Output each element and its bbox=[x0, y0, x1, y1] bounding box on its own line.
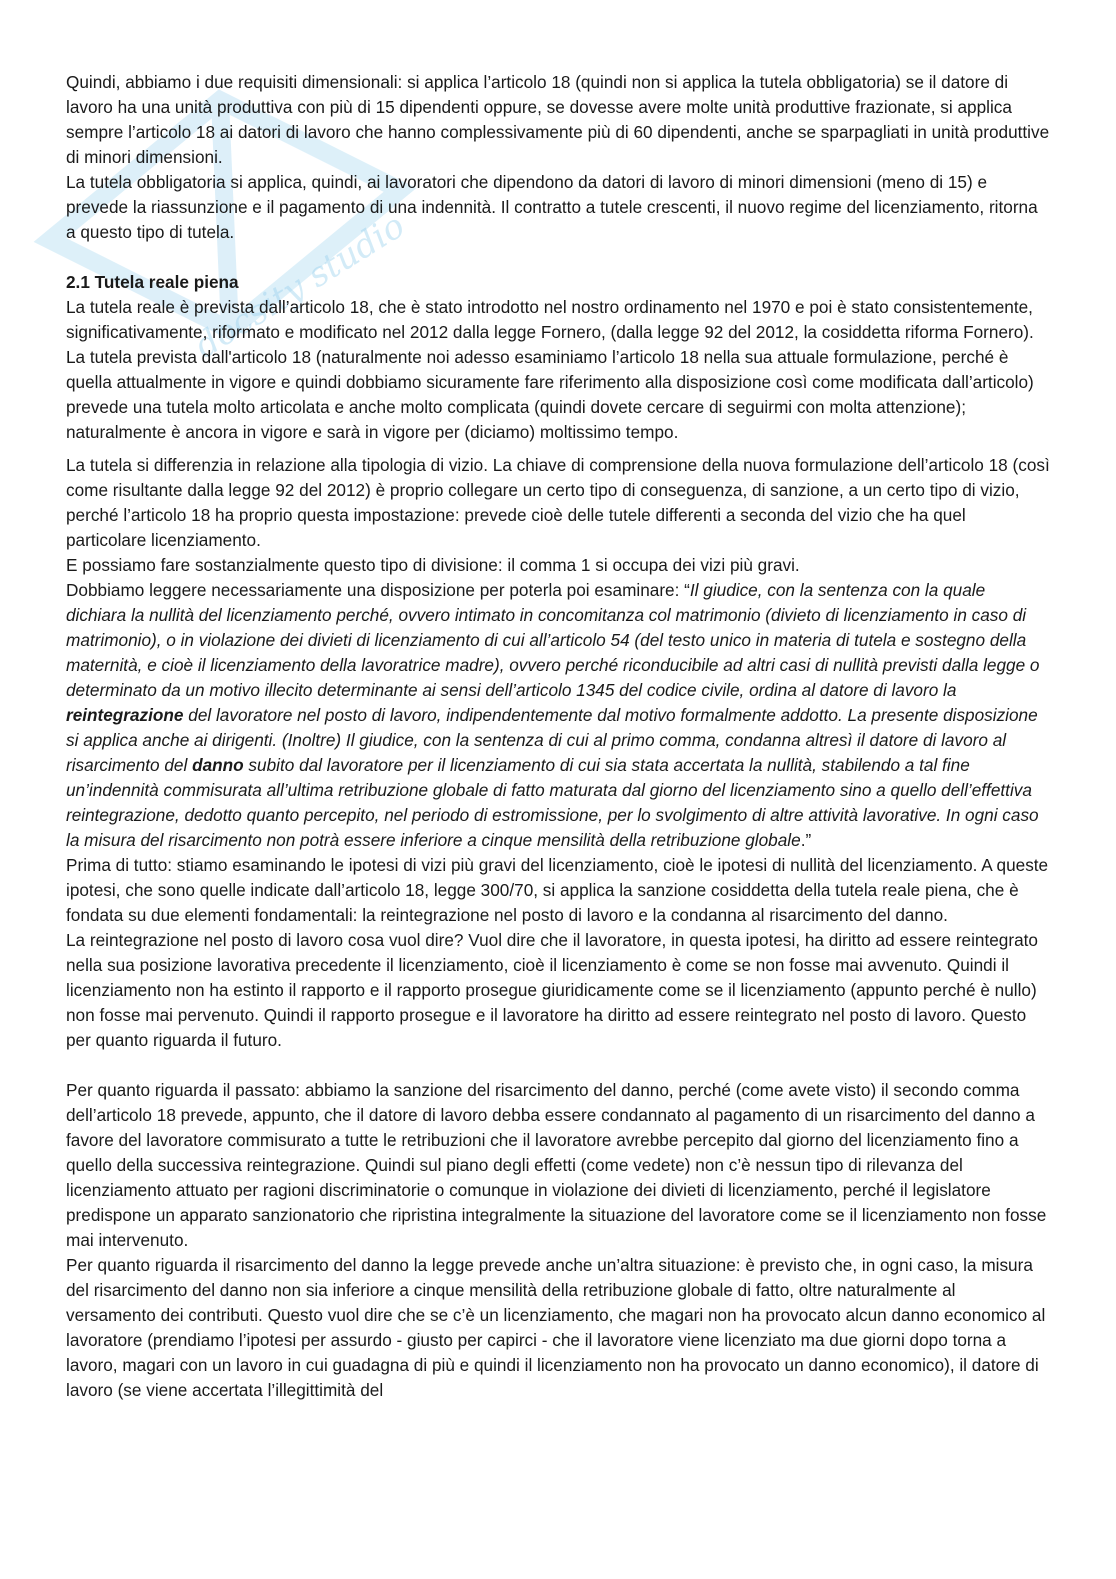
paragraph-vizio-1: La tutela si differenzia in relazione alla tipologia di vizio. La chiave di comprensione della nuova formulazione dell’articolo 18 (così come risultante dalla legge 92 del 2012) è proprio collegare un certo tipo di conseguenza, di sanzione, a un certo tipo di vizio, perché l’articolo 18 ha proprio questa impostazione: prevede cioè delle tutele differenti a seconda del vizio che ha quel particolare licenziamento. bbox=[66, 455, 1050, 550]
quote-text-1: Il giudice, con la sentenza con la quale dichiara la nullità del licenziamento perché, ovvero intimato in concomitanza col matrimonio (divieto di licenziamento in caso di matrimonio), o in violazione dei divieti di licenziamento di cui all’articolo 54 (del testo unico in materia di tutela e sostegno della maternità, e cioè il licenziamento della lavoratrice madre), ovvero perché riconducibile ad altri casi di nullità previsti dalla legge o determinato da un motivo illecito determinante ai sensi dell’articolo 1345 del codice civile, ordina al datore di lavoro la bbox=[66, 580, 1040, 700]
paragraph-passato-1: Per quanto riguarda il passato: abbiamo la sanzione del risarcimento del danno, perché (come avete visto) il secondo comma dell’articolo 18 prevede, appunto, che il datore di lavoro debba essere condannato al pagamento di un risarcimento del danno a favore del lavoratore commisurato a tutte le retribuzioni che il lavoratore avrebbe percepito dal giorno del licenziamento fino a quello della successiva reintegrazione. Quindi sul piano degli effetti (come vedete) non c’è nessun tipo di rilevanza del licenziamento attuato per ragioni discriminatorie o comunque in violazione dei divieti di licenziamento, perché il legislatore predispone un apparato sanzionatorio che ripristina integralmente la situazione del lavoratore come se il licenziamento non fosse mai intervenuto. bbox=[66, 1080, 1047, 1250]
paragraph-passato-2: Per quanto riguarda il risarcimento del danno la legge prevede anche un’altra situazione: è previsto che, in ogni caso, la misura del risarcimento del danno non sia inferiore a cinque mensilità della retribuzione globale di fatto, oltre naturalmente al versamento dei contributi. Questo vuol dire che se c’è un licenziamento, che magari non ha provocato alcun danno economico al lavoratore (prendiamo l’ipotesi per assurdo - giusto per capirci - che il lavoratore viene licenziato ma due giorni dopo torna a lavoro, magari con un lavoro in cui guadagna di più e quindi il licenziamento non ha provocato un danno economico), il datore di lavoro (se viene accertata l’illegittimità del bbox=[66, 1255, 1046, 1400]
quote-bold-reintegrazione: reintegrazione bbox=[66, 705, 184, 725]
paragraph-section-1: La tutela reale è prevista dall’articolo 18, che è stato introdotto nel nostro ordinamento nel 1970 e poi è stato consistentemente, significativamente, riformato e modificato nel 2012 dalla legge Fornero, (dalla legge 92 del 2012, la cosiddetta riforma Fornero). bbox=[66, 297, 1034, 342]
quote-close: .” bbox=[800, 830, 812, 850]
paragraph-section-2: La tutela prevista dall'articolo 18 (naturalmente noi adesso esaminiamo l’articolo 18 nella sua attuale formulazione, perché è quella attualmente in vigore e quindi dobbiamo sicuramente fare riferimento alla disposizione così come modificata dall’articolo) prevede una tutela molto articolata e anche molto complicata (quindi dovete cercare di seguirmi con molta attenzione); naturalmente è ancora in vigore e sarà in vigore per (diciamo) moltissimo tempo. bbox=[66, 347, 1034, 442]
paragraph-after-quote-2: La reintegrazione nel posto di lavoro cosa vuol dire? Vuol dire che il lavoratore, in questa ipotesi, ha diritto ad essere reintegrato nella sua posizione lavorativa precedente il licenziamento, cioè il licenziamento è come se non fosse mai avvenuto. Quindi il licenziamento non ha estinto il rapporto e il rapporto prosegue giuridicamente come se il licenziamento (appunto perché è nullo) non fosse mai pervenuto. Quindi il rapporto prosegue e il lavoratore ha diritto ad essere reintegrato nel posto di lavoro. Questo per quanto riguarda il futuro. bbox=[66, 930, 1038, 1050]
quoted-provision bbox=[66, 578, 1050, 853]
quote-lead: Dobbiamo leggere necessariamente una disposizione per poterla poi esaminare: “ bbox=[66, 580, 690, 600]
paragraph-after-quote-1: Prima di tutto: stiamo esaminando le ipotesi di vizi più gravi del licenziamento, cioè le ipotesi di nullità del licenziamento. A queste ipotesi, che sono quelle indicate dall’articolo 18, legge 300/70, si applica la sanzione cosiddetta della tutela reale piena, che è fondata su due elementi fondamentali: la reintegrazione nel posto di lavoro e la condanna al risarcimento del danno. bbox=[66, 855, 1049, 925]
section-heading: 2.1 Tutela reale piena bbox=[66, 272, 239, 292]
quote-text-3: subito dal lavoratore per il licenziamento di cui sia stata accertata la nullità, stabilendo a tal fine un’indennità commisurata all’ultima retribuzione globale di fatto maturata dal giorno del licenziamento sino a quello dell’effettiva reintegrazione, dedotto quanto percepito, nel periodo di estromissione, per lo svolgimento di altre attività lavorative. In ogni caso la misura del risarcimento non potrà essere inferiore a cinque mensilità della retribuzione globale bbox=[66, 755, 1039, 850]
paragraph-intro-2: La tutela obbligatoria si applica, quindi, ai lavoratori che dipendono da datori di lavoro di minori dimensioni (meno di 15) e prevede la riassunzione e il pagamento di una indennità. Il contratto a tutele crescenti, il nuovo regime del licenziamento, ritorna a questo tipo di tutela. bbox=[66, 172, 1038, 242]
paragraph-vizio-2: E possiamo fare sostanzialmente questo tipo di divisione: il comma 1 si occupa dei vizi più gravi. bbox=[66, 555, 800, 575]
paragraph-intro-1: Quindi, abbiamo i due requisiti dimensionali: si applica l’articolo 18 (quindi non si applica la tutela obbligatoria) se il datore di lavoro ha una unità produttiva con più di 15 dipendenti oppure, se dovesse avere molte unità produttive frazionate, si applica sempre l’articolo 18 ai datori di lavoro che hanno complessivamente più di 60 dipendenti, anche se sparpagliati in unità produttive di minori dimensioni. bbox=[66, 72, 1050, 167]
watermark-text: docsity studio bbox=[187, 205, 412, 367]
quote-bold-danno: danno bbox=[192, 755, 244, 775]
document-body bbox=[66, 70, 1050, 1403]
quote-text-2: del lavoratore nel posto di lavoro, indipendentemente dal motivo formalmente addotto. La presente disposizione si applica anche ai dirigenti. (Inoltre) Il giudice, con la sentenza di cui al primo comma, condanna altresì il datore di lavoro al risarcimento del bbox=[66, 705, 1038, 775]
